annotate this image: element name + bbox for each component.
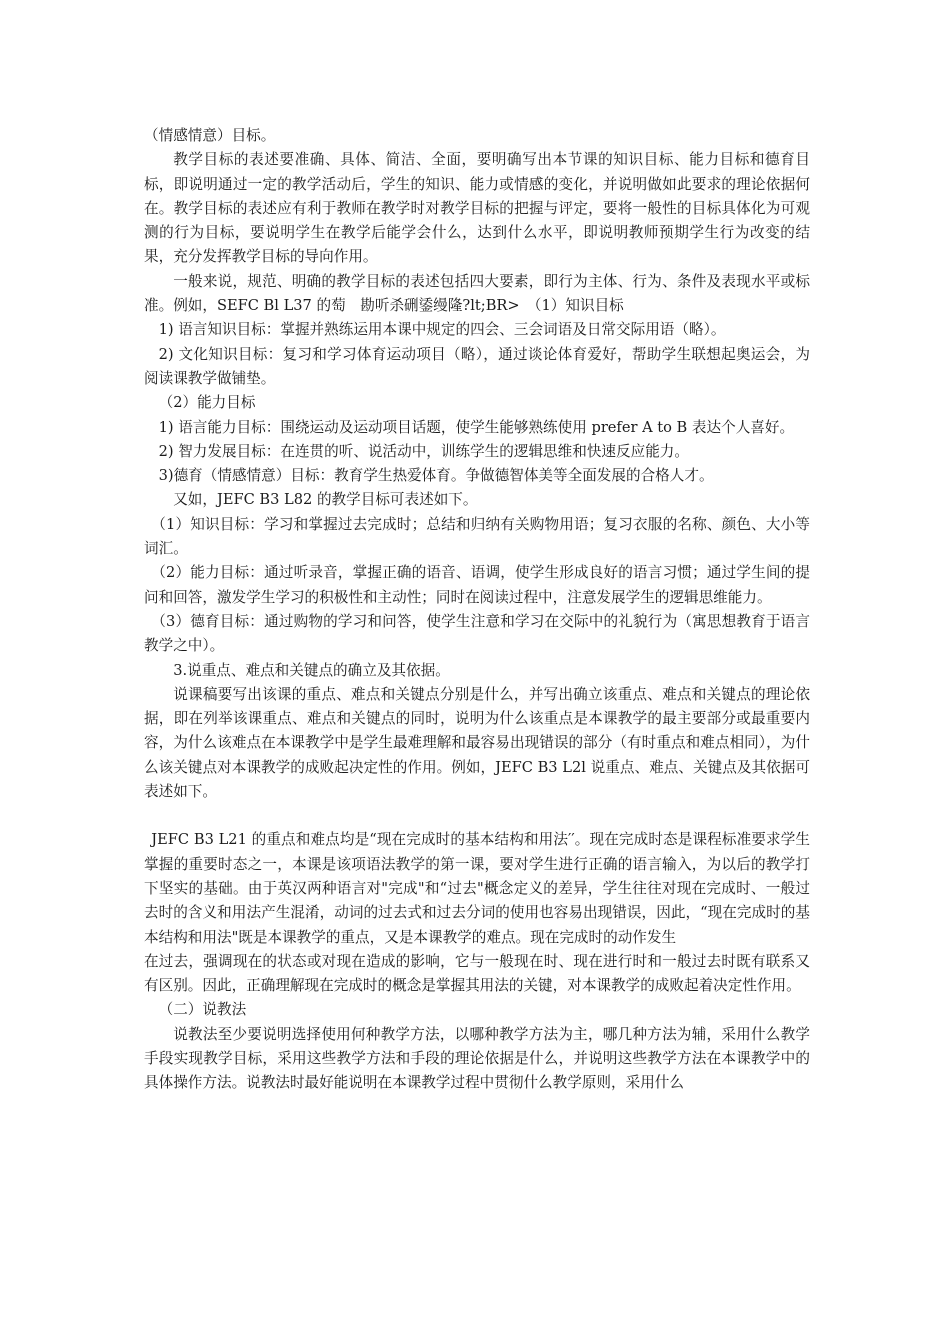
paragraph-key-points-explanation: 说课稿要写出该课的重点、难点和关键点分别是什么，并写出确立该重点、难点和关键点的理论依据，即在列举该课重点、难点和关键点的同时，说明为什么该重点是本课教学的最主要部分或最重要内容，为什么该难点在本课教学中是学生最难理解和最容易出现错误的部分（有时重点和难点相同），为什么该关键点对本课教学的成败起决定性的作用。例如，JEFC B3 L2l 说重点、难点、关键点及其依据可表述如下。	[144, 685, 810, 801]
heading-ability-goal: （2）能力目标	[158, 394, 256, 412]
paragraph-teaching-method: 说教法至少要说明选择使用何种教学方法，以哪种教学方法为主，哪几种方法为辅，采用什么教学手段实现教学目标，采用这些教学方法和手段的理论依据是什么，并说明这些教学方法在本课教学中的具体操作方法。说教法时最好能说明在本课教学过程中贯彻什么教学原则，采用什么	[144, 1025, 810, 1092]
list-item-ability-goal: （2）能力目标：通过听录音，掌握正确的语音、语调，使学生形成良好的语言习惯；通过学生间的提问和回答，激发学生学习的积极性和主动性；同时在阅读过程中，注意发展学生的逻辑思维能力。	[144, 564, 810, 606]
paragraph-goal-tail: （情感情意）目标。	[144, 127, 276, 144]
list-item-language-ability: 1) 语言能力目标：围绕运动及运动项目话题，使学生能够熟练使用 prefer A to B 表达个人喜好。	[158, 418, 795, 436]
list-item-culture-knowledge: 2) 文化知识目标：复习和学习体育运动项目（略），通过谈论体育爱好，帮助学生联想起奥运会，为阅读课教学做铺垫。	[144, 345, 810, 387]
paragraph-present-perfect-continued: 在过去，强调现在的状态或对现在造成的影响，它与一般现在时、现在进行时和一般过去时既有联系又有区别。因此，正确理解现在完成时的概念是掌握其用法的关键，对本课教学的成败起着决定性作用。	[144, 952, 810, 995]
list-item-knowledge-goal: （1）知识目标：学习和掌握过去完成时；总结和归纳有关购物用语；复习衣服的名称、颜色、大小等词汇。	[144, 515, 810, 558]
heading-key-points: 3.说重点、难点和关键点的确立及其依据。	[173, 661, 450, 679]
list-item-moral-goal: 3)德育（情感情意）目标：教育学生热爱体育。争做德智体美等全面发展的合格人才。	[158, 467, 714, 485]
blank-line	[144, 804, 810, 828]
list-item-intellectual-development: 2) 智力发展目标：在连贯的听、说活动中，训练学生的逻辑思维和快速反应能力。	[158, 442, 689, 460]
paragraph-four-elements: 一般来说，规范、明确的教学目标的表述包括四大要素，即行为主体、行为、条件及表现水平或标准。例如，SEFC Bl L37 的萄 勘听杀硎鋈缦隆?lt;BR> （1）知识目标	[144, 272, 810, 315]
paragraph-present-perfect: JEFC B3 L21 的重点和难点均是“现在完成时的基本结构和用法′′。现在完成时态是课程标准要求学生掌握的重要时态之一，本课是该项语法教学的第一课，要对学生进行正确的语言输入，为以后的教学打下坚实的基础。由于英汉两种语言对"完成"和“过去"概念定义的差异，学生往往对现在完成时、一般过去时的含义和用法产生混淆，动词的过去式和过去分词的使用也容易出现错误，因此，“现在完成时的基本结构和用法"既是本课教学的重点，又是本课教学的难点。现在完成时的动作发生	[144, 831, 810, 946]
list-item-language-knowledge: 1) 语言知识目标：掌握并熟练运用本课中规定的四会、三会词语及日常交际用语（略）。	[158, 321, 726, 339]
paragraph-goal-statement: 教学目标的表述要准确、具体、简洁、全面，要明确写出本节课的知识目标、能力目标和德育目标，即说明通过一定的教学活动后，学生的知识、能力或情感的变化，并说明做如此要求的理论依据何在。教学目标的表述应有利于教师在教学时对教学目标的把握与评定，要将一般性的目标具体化为可观测的行为目标，要说明学生在教学后能学会什么，达到什么水平，即说明教师预期学生行为改变的结果，充分发挥教学目标的导向作用。	[144, 151, 810, 266]
paragraph-second-example: 又如，JEFC B3 L82 的教学目标可表述如下。	[173, 491, 478, 509]
heading-teaching-method: （二）说教法	[158, 1001, 247, 1019]
document-page	[144, 124, 810, 1096]
list-item-moral-education-goal: （3）德育目标：通过购物的学习和问答，使学生注意和学习在交际中的礼貌行为（寓思想教育于语言教学之中）。	[144, 612, 810, 655]
